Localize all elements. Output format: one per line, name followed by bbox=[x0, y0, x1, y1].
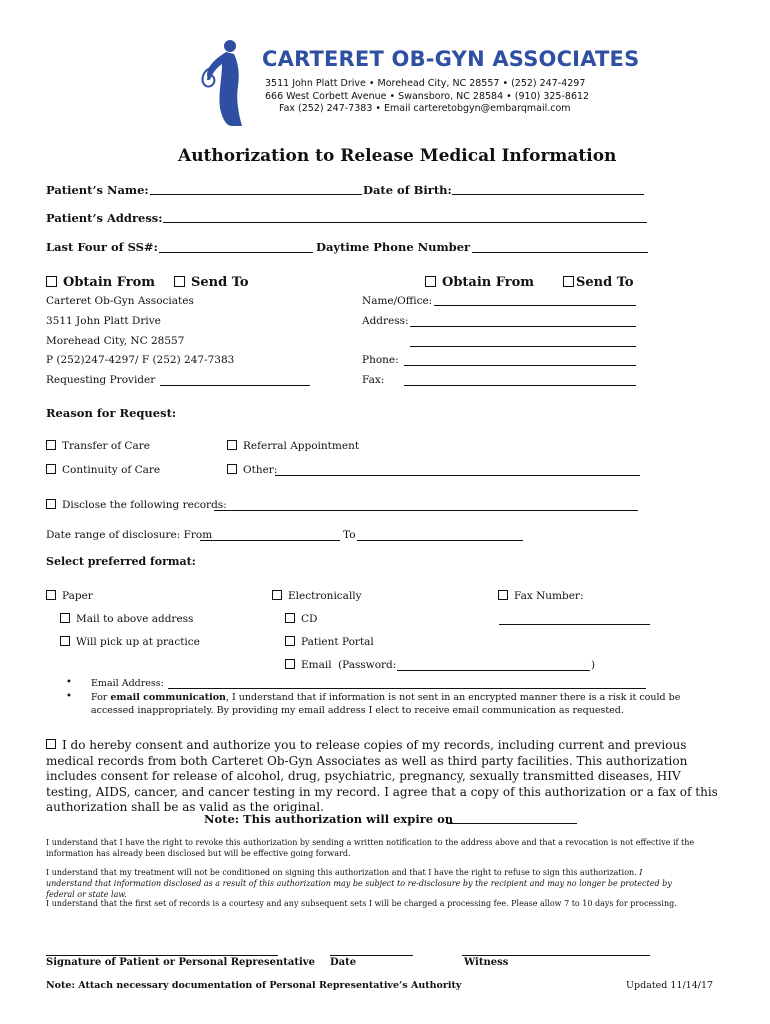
disclose-records-field[interactable] bbox=[214, 510, 638, 511]
expire-note: Note: This authorization will expire on bbox=[204, 812, 454, 826]
bullet-icon: • bbox=[66, 677, 72, 688]
other-field[interactable] bbox=[275, 475, 640, 476]
right-fax-field[interactable] bbox=[404, 385, 636, 386]
checkbox-icon bbox=[227, 464, 237, 474]
checkbox-icon bbox=[174, 276, 185, 287]
checkbox-icon bbox=[46, 440, 56, 450]
patient-name-label: Patient’s Name: bbox=[46, 183, 149, 197]
practice-phone: P (252)247-4297/ F (252) 247-7383 bbox=[46, 354, 235, 366]
expire-date-field[interactable] bbox=[447, 823, 577, 824]
email-checkbox[interactable]: Email bbox=[285, 659, 332, 671]
address-line-1: 3511 John Platt Drive • Morehead City, NC 28557 • (252) 247-4297 bbox=[265, 78, 586, 89]
password-close: ) bbox=[591, 659, 596, 671]
right-address-field-1[interactable] bbox=[410, 326, 636, 327]
checkbox-icon bbox=[46, 276, 57, 287]
checkbox-icon bbox=[563, 276, 574, 287]
patient-address-label: Patient’s Address: bbox=[46, 211, 163, 225]
password-field[interactable] bbox=[397, 670, 590, 671]
date-field[interactable] bbox=[330, 955, 413, 956]
practice-name: Carteret Ob-Gyn Associates bbox=[46, 295, 194, 307]
revoke-paragraph: I understand that I have the right to revoke this authorization by sending a written notification to the address above and that a revocation is not effective if the information has already been disclosed but will be effective going forward. bbox=[46, 838, 695, 858]
checkbox-icon bbox=[272, 590, 282, 600]
witness-field[interactable] bbox=[462, 955, 650, 956]
left-send-to-checkbox[interactable]: Send To bbox=[174, 275, 249, 290]
right-phone-label: Phone: bbox=[362, 354, 399, 366]
checkbox-icon bbox=[46, 739, 56, 749]
date-range-from-field[interactable] bbox=[200, 540, 340, 541]
date-range-to-field[interactable] bbox=[357, 540, 523, 541]
email-address-label: Email Address: bbox=[91, 678, 164, 689]
org-address bbox=[265, 78, 589, 116]
org-name: CARTERET OB-GYN ASSOCIATES bbox=[262, 47, 640, 71]
patient-address-field[interactable] bbox=[163, 222, 647, 223]
email-address-field[interactable] bbox=[168, 688, 646, 689]
address-line-2: 666 West Corbett Avenue • Swansboro, NC 28584 • (910) 325-8612 bbox=[265, 90, 590, 102]
paper-checkbox[interactable]: Paper bbox=[46, 590, 93, 602]
pickup-checkbox[interactable]: Will pick up at practice bbox=[60, 636, 200, 648]
right-obtain-from-checkbox[interactable]: Obtain From bbox=[425, 275, 534, 290]
fax-number-field[interactable] bbox=[499, 624, 650, 625]
checkbox-icon bbox=[285, 613, 295, 623]
phone-field[interactable] bbox=[472, 252, 648, 253]
mail-checkbox[interactable]: Mail to above address bbox=[60, 613, 193, 625]
requesting-provider-field[interactable] bbox=[160, 385, 310, 386]
phone-label: Daytime Phone Number bbox=[316, 240, 471, 254]
checkbox-icon bbox=[60, 613, 70, 623]
right-fax-label: Fax: bbox=[362, 374, 385, 386]
patient-name-field[interactable] bbox=[150, 194, 362, 195]
date-label: Date bbox=[330, 957, 357, 968]
logo bbox=[196, 38, 256, 128]
right-phone-field[interactable] bbox=[404, 365, 636, 366]
ss-label: Last Four of SS#: bbox=[46, 240, 158, 254]
other-checkbox[interactable]: Other: bbox=[227, 464, 277, 476]
date-range-to-label: To bbox=[343, 529, 356, 541]
electronically-checkbox[interactable]: Electronically bbox=[272, 590, 362, 602]
checkbox-icon bbox=[425, 276, 436, 287]
ss-field[interactable] bbox=[159, 252, 313, 253]
signature-label: Signature of Patient or Personal Representative bbox=[46, 957, 315, 968]
email-note: For email communication, I understand that if information is not sent in an encrypted manner there is a risk it could be accessed inappropriately. By providing my email address I elect to receive email communication as requested. bbox=[91, 692, 681, 716]
checkbox-icon bbox=[498, 590, 508, 600]
format-heading: Select preferred format: bbox=[46, 555, 196, 568]
date-range-from-label: Date range of disclosure: From bbox=[46, 529, 213, 541]
continuity-checkbox[interactable]: Continuity of Care bbox=[46, 464, 160, 476]
signature-field[interactable] bbox=[46, 955, 278, 956]
consent-text: I do hereby consent and authorize you to release copies of my records, including current and previous medical records from both Carteret Ob-Gyn Associates as well as third party facilities. This authorization includes consent for release of alcohol, drug, psychiatric, pregnancy, sexually transmitted diseases, HIV testing, AIDS, cancer, and cancer testing in my record. I agree that a copy of this authorization or a fax of this authorization shall be as valid as the original. bbox=[46, 738, 718, 814]
password-label: (Password: bbox=[338, 659, 397, 671]
practice-city: Morehead City, NC 28557 bbox=[46, 335, 185, 347]
right-address-label: Address: bbox=[362, 315, 409, 327]
name-office-label: Name/Office: bbox=[362, 295, 433, 307]
name-office-field[interactable] bbox=[434, 305, 636, 306]
disclose-records-checkbox[interactable]: Disclose the following records: bbox=[46, 499, 227, 511]
checkbox-icon bbox=[46, 590, 56, 600]
checkbox-icon bbox=[46, 499, 56, 509]
witness-label: Witness bbox=[464, 957, 509, 968]
updated-date: Updated 11/14/17 bbox=[626, 980, 714, 991]
transfer-of-care-checkbox[interactable]: Transfer of Care bbox=[46, 440, 150, 452]
treatment-paragraph: I understand that my treatment will not be conditioned on signing this authorization and that I have the right to refuse to sign this authorization. I understand that information disclosed as a result of this authorization may be subject to re-disclosure by the recipient and may no longer be protected by federal or state law. bbox=[46, 868, 672, 899]
consent-checkbox[interactable] bbox=[46, 738, 726, 816]
checkbox-icon bbox=[285, 636, 295, 646]
practice-street: 3511 John Platt Drive bbox=[46, 315, 161, 327]
reason-heading: Reason for Request: bbox=[46, 406, 177, 420]
checkbox-icon bbox=[46, 464, 56, 474]
checkbox-icon bbox=[227, 440, 237, 450]
left-obtain-from-checkbox[interactable]: Obtain From bbox=[46, 275, 155, 290]
address-line-3: Fax (252) 247-7383 • Email carteretobgyn@embarqmail.com bbox=[279, 103, 571, 115]
checkbox-icon bbox=[285, 659, 295, 669]
footer-note: Note: Attach necessary documentation of Personal Representative’s Authority bbox=[46, 980, 462, 991]
dob-field[interactable] bbox=[452, 194, 644, 195]
bullet-icon: • bbox=[66, 691, 72, 702]
checkbox-icon bbox=[60, 636, 70, 646]
right-send-to-checkbox[interactable]: Send To bbox=[563, 275, 634, 290]
dob-label: Date of Birth: bbox=[363, 183, 452, 197]
page-title: Authorization to Release Medical Information bbox=[178, 146, 617, 166]
referral-checkbox[interactable]: Referral Appointment bbox=[227, 440, 359, 452]
logo-figure-icon bbox=[196, 38, 256, 128]
requesting-provider-label: Requesting Provider bbox=[46, 374, 156, 386]
fee-paragraph: I understand that the first set of records is a courtesy and any subsequent sets I will be charged a processing fee. Please allow 7 to 10 days for processing. bbox=[46, 899, 677, 908]
right-address-field-2[interactable] bbox=[410, 346, 636, 347]
patient-portal-checkbox[interactable]: Patient Portal bbox=[285, 636, 374, 648]
cd-checkbox[interactable]: CD bbox=[285, 613, 317, 625]
fax-number-checkbox[interactable]: Fax Number: bbox=[498, 590, 584, 602]
